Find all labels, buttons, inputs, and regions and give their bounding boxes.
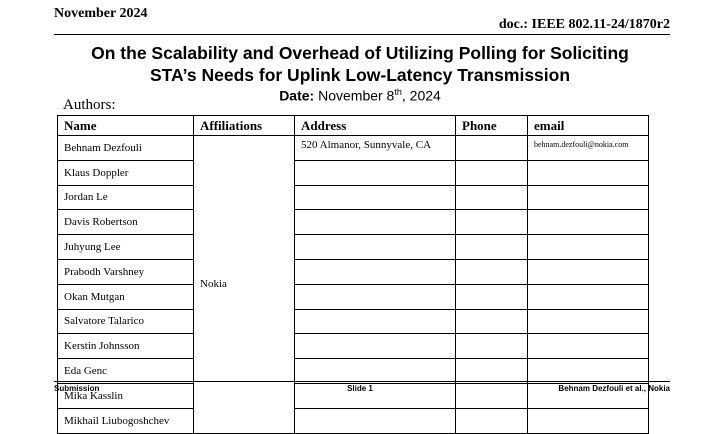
header-affiliations: Affiliations [194, 116, 295, 136]
author-address [295, 334, 456, 359]
table-row [58, 210, 649, 235]
footer-divider [54, 381, 670, 382]
author-address: 520 Almanor, Sunnyvale, CA [295, 136, 456, 161]
author-address [295, 235, 456, 260]
author-email: behnam.dezfouli@nokia.com [528, 136, 649, 161]
author-address [295, 185, 456, 210]
author-phone [456, 359, 528, 384]
author-email [528, 408, 649, 433]
author-name: Juhyung Lee [58, 235, 194, 260]
author-email [528, 185, 649, 210]
slide-title-line-2: STA’s Needs for Uplink Low-Latency Transmission [149, 65, 571, 85]
author-phone [456, 259, 528, 284]
header-email: email [528, 116, 649, 136]
header-address: Address [295, 116, 456, 136]
header-divider [54, 34, 670, 35]
author-address [295, 408, 456, 433]
author-name: Eda Genc [58, 359, 194, 384]
date-value-sup: th [394, 87, 402, 97]
table-header-row [58, 116, 649, 136]
authors-label: Authors: [63, 97, 116, 113]
header-name: Name [58, 116, 194, 136]
author-email [528, 334, 649, 359]
table-row [58, 334, 649, 359]
author-address [295, 210, 456, 235]
author-address [295, 309, 456, 334]
date-value-suffix: , 2024 [401, 87, 441, 104]
author-name: Mikhail Liubogoshchev [58, 408, 194, 433]
author-email [528, 309, 649, 334]
table-row [58, 309, 649, 334]
header-doc-id: doc.: IEEE 802.11-24/1870r2 [498, 17, 670, 32]
author-phone [456, 334, 528, 359]
author-email [528, 210, 649, 235]
footer-slide-number: Slide 1 [347, 384, 373, 393]
table-row [58, 136, 649, 161]
table-row [58, 408, 649, 433]
table-row [58, 185, 649, 210]
author-address [295, 259, 456, 284]
table-row [58, 284, 649, 309]
author-name: Behnam Dezfouli [58, 136, 194, 161]
date-value-prefix: November 8 [314, 87, 395, 104]
author-phone [456, 210, 528, 235]
header-date: November 2024 [54, 6, 148, 21]
table-row [58, 160, 649, 185]
author-phone [456, 284, 528, 309]
author-name: Salvatore Talarico [58, 309, 194, 334]
author-address [295, 284, 456, 309]
author-phone [456, 235, 528, 260]
author-phone [456, 309, 528, 334]
author-name: Davis Robertson [58, 210, 194, 235]
slide-title-line-1: On the Scalability and Overhead of Utilizing Polling for Soliciting [91, 43, 629, 63]
author-phone [456, 408, 528, 433]
header-phone: Phone [456, 116, 528, 136]
author-name: Okan Mutgan [58, 284, 194, 309]
author-phone [456, 160, 528, 185]
author-name: Kerstin Johnsson [58, 334, 194, 359]
footer-submission: Submission [54, 384, 100, 393]
date-label: Date: [279, 87, 315, 104]
author-email [528, 284, 649, 309]
author-address [295, 359, 456, 384]
author-name: Prabodh Varshney [58, 259, 194, 284]
table-row [58, 259, 649, 284]
author-email [528, 259, 649, 284]
author-phone [456, 185, 528, 210]
author-affiliation: Nokia [194, 136, 295, 434]
author-phone [456, 136, 528, 161]
author-email [528, 235, 649, 260]
table-row [58, 359, 649, 384]
author-email [528, 160, 649, 185]
author-email [528, 359, 649, 384]
author-name: Mika Kasslin [58, 383, 194, 408]
table-row [58, 235, 649, 260]
author-name: Klaus Doppler [58, 160, 194, 185]
footer-author: Behnam Dezfouli et al., Nokia [558, 384, 670, 393]
author-name: Jordan Le [58, 185, 194, 210]
author-address [295, 160, 456, 185]
slide-title [0, 42, 720, 86]
